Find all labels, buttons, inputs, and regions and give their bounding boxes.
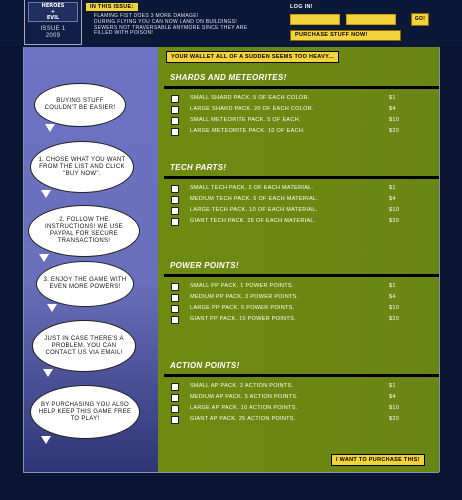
product-label: GIANT TECH PACK. 25 OF EACH MATERIAL. [190,218,316,224]
product-label: LARGE METEORITE PACK. 10 OF EACH. [190,128,305,134]
shop-panel [158,47,439,472]
purchase-button[interactable]: I WANT TO PURCHASE THIS! [331,454,425,466]
speech-bubble: JUST IN CASE THERE'S A PROBLEM, YOU CAN CONTACT US VIA EMAIL! [32,320,136,372]
select-checkbox[interactable] [171,394,179,402]
product-label: LARGE SHARD PACK. 20 OF EACH COLOR. [190,106,314,112]
product-price: $1 [389,283,396,289]
section-divider [164,274,439,277]
section-power-points [164,260,439,325]
product-price: $1 [389,95,396,101]
product-row [164,216,439,227]
select-checkbox[interactable] [171,316,179,324]
section-title: ACTION POINTS! [170,361,240,370]
purchase-now-button[interactable]: PURCHASE STUFF NOW! [290,30,401,41]
select-checkbox[interactable] [171,117,179,125]
section-title: POWER POINTS! [170,261,239,270]
product-row [164,392,439,403]
news-line: FLAMING FIST DOES 3 MORE DAMAGE! [94,13,199,19]
product-row [164,194,439,205]
product-row [164,414,439,425]
product-label: LARGE AP PACK. 10 ACTION POINTS. [190,405,298,411]
product-label: SMALL METEORITE PACK. 5 OF EACH. [190,117,301,123]
logo-plus-icon: + [50,9,56,15]
logo-line-1: HEROES [41,3,65,9]
product-label: SMALL PP PACK. 1 POWER POINTS. [190,283,294,289]
select-checkbox[interactable] [171,218,179,226]
product-label: GIANT PP PACK. 10 POWER POINTS. [190,316,296,322]
product-label: MEDIUM TECH PACK. 5 OF EACH MATERIAL. [190,196,319,202]
product-row [164,104,439,115]
product-price: $4 [389,106,396,112]
product-label: MEDIUM PP PACK. 3 POWER POINTS. [190,294,299,300]
select-checkbox[interactable] [171,207,179,215]
news-line: DURING FLYING YOU CAN NOW LAND ON BUILDINGS! [94,18,238,25]
product-price: $4 [389,294,396,300]
product-label: SMALL SHARD PACK. 5 OF EACH COLOR. [190,95,310,101]
product-price: $20 [389,416,400,422]
section-divider [164,86,439,89]
product-row [164,292,439,303]
game-logo[interactable] [28,2,78,22]
product-price: $10 [389,305,400,311]
product-row [164,93,439,104]
product-row [164,381,439,392]
section-tech [164,162,439,227]
product-label: LARGE PP PACK. 5 POWER POINTS. [190,305,295,311]
news-tag: IN THIS ISSUE: [86,3,138,11]
product-price: $10 [389,405,400,411]
product-label: GIANT AP PACK. 25 ACTION POINTS. [190,416,296,422]
product-price: $20 [389,128,400,134]
header [0,0,462,47]
product-label: LARGE TECH PACK. 10 OF EACH MATERIAL. [190,207,318,213]
product-price: $1 [389,383,396,389]
issue-number: ISSUE 1 [40,26,66,32]
section-divider [164,176,439,179]
speech-bubble: 3. ENJOY THE GAME WITH EVEN MORE POWERS! [36,261,134,307]
issue-year: 2009 [45,33,61,39]
product-price: $4 [389,196,396,202]
select-checkbox[interactable] [171,305,179,313]
speech-bubble: 2. FOLLOW THE INSTRUCTIONS! WE USE PAYPAL FOR SECURE TRANSACTIONS! [28,205,140,257]
news-body [94,14,284,37]
section-action-points [164,360,439,425]
select-checkbox[interactable] [171,405,179,413]
news-line: SEWERS NOT TRAVERSABLE ANYMORE SINCE THEY ARE [94,24,248,31]
section-divider [164,374,439,377]
login-panel [290,4,462,38]
select-checkbox[interactable] [171,185,179,193]
product-label: SMALL AP PACK. 2 ACTION POINTS. [190,383,294,389]
select-checkbox[interactable] [171,416,179,424]
product-price: $20 [389,316,400,322]
select-checkbox[interactable] [171,383,179,391]
product-row [164,403,439,414]
sidebar [24,47,159,472]
go-button[interactable]: GO! [411,13,429,26]
password-field[interactable] [346,14,396,25]
product-row [164,303,439,314]
product-row [164,126,439,137]
select-checkbox[interactable] [171,95,179,103]
section-shards [164,72,439,137]
username-field[interactable] [290,14,340,25]
speech-bubble: BY PURCHASING YOU ALSO HELP KEEP THIS GAME FREE TO PLAY! [30,385,140,439]
select-checkbox[interactable] [171,106,179,114]
bottom-border [24,472,439,473]
product-label: SMALL TECH PACK. 2 OF EACH MATERIAL. [190,185,314,191]
news-line: FILLED WITH POISON! [94,30,154,37]
login-label: LOG IN! [290,4,313,10]
speech-bubble: 1. CHOSE WHAT YOU WANT FROM THE LIST AND CLICK "BUY NOW". [30,141,134,193]
product-row [164,205,439,216]
product-price: $4 [389,394,396,400]
section-title: SHARDS AND METEORITES! [170,73,287,82]
logo-box [24,0,82,45]
section-title: TECH PARTS! [170,163,227,172]
product-price: $10 [389,207,400,213]
product-price: $10 [389,117,400,123]
select-checkbox[interactable] [171,196,179,204]
right-border [439,47,440,472]
product-row [164,115,439,126]
speech-bubble: BUYING STUFF COULDN'T BE EASIER! [34,83,126,127]
product-label: MEDIUM AP PACK. 5 ACTION POINTS. [190,394,299,400]
product-row [164,183,439,194]
select-checkbox[interactable] [171,294,179,302]
product-price: $1 [389,185,396,191]
news-box [82,0,284,44]
select-checkbox[interactable] [171,283,179,291]
product-row [164,281,439,292]
logo-line-2: EVIL [46,15,60,21]
wallet-banner: YOUR WALLET ALL OF A SUDDEN SEEMS TOO HEAVY... [166,51,339,63]
product-row [164,314,439,325]
product-price: $20 [389,218,400,224]
select-checkbox[interactable] [171,128,179,136]
